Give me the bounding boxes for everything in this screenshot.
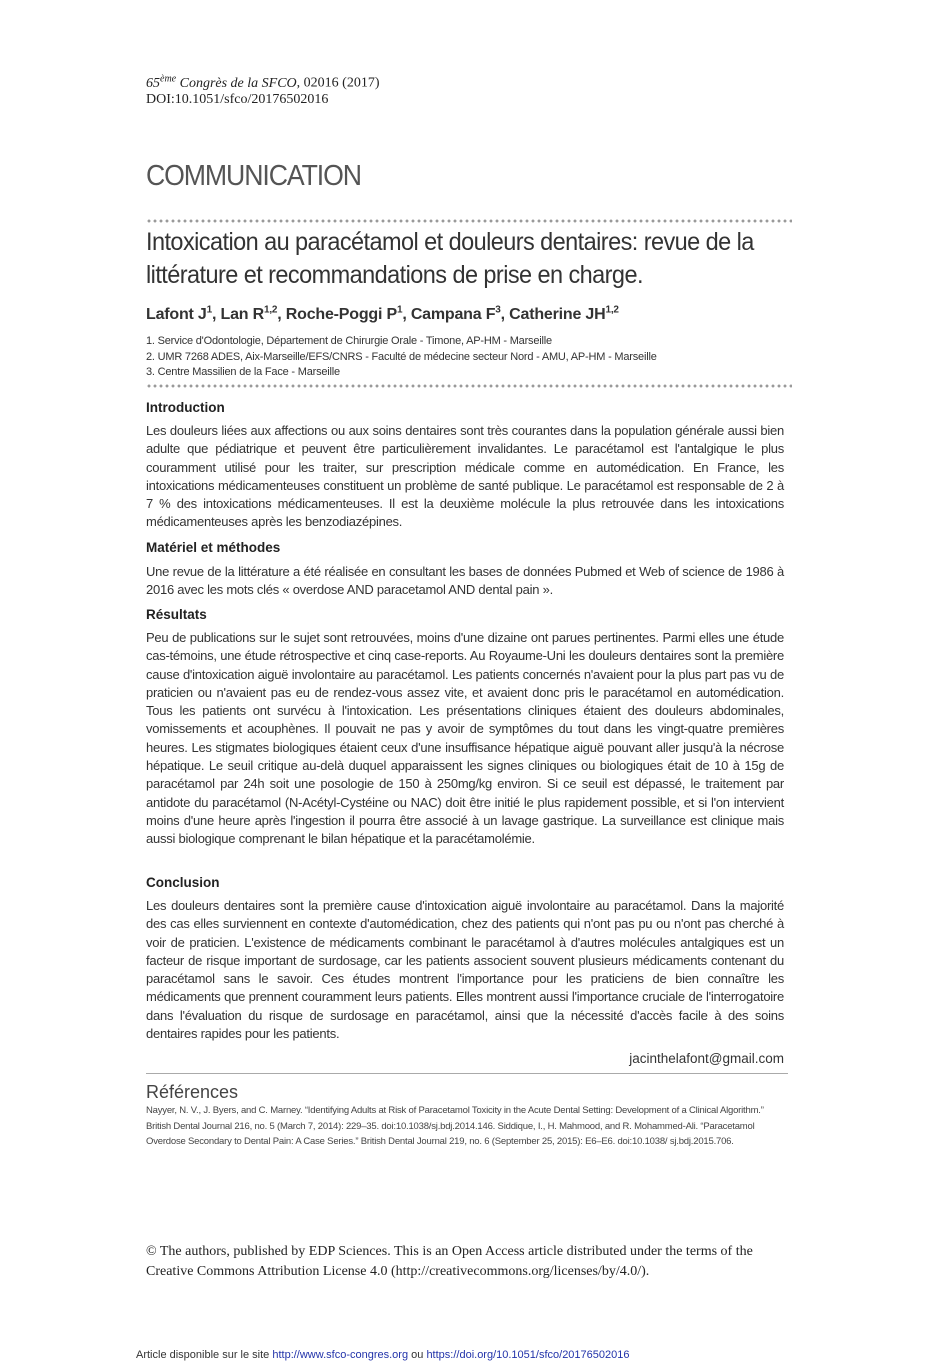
doi-line: DOI:10.1051/sfco/20176502016 [146, 92, 329, 107]
dotted-divider [146, 219, 792, 223]
conclusion-text: Les douleurs dentaires sont la première cause d'intoxication aiguë involontaire au paracétamol. Dans la majorité des cas elles surviennent en contexte d'automédication, chez des patients qui n'ont pas pu ou n'ont pas cherché à voir de praticien. L'existence de médicaments combinant le paracétamol à d'autres molécules antalgiques est un facteur de risque important de surdosage, car les patients associent souvent plusieurs médicaments contenant du paracétamol sans le savoir. Ces études montrent l'importance pour les praticiens de bien connaître les médicaments que prennent couramment leurs patients. Elles montrent aussi l'importance cruciale de l'interrogatoire dans l'évaluation du risque de surdosage en paracétamol, ainsi que la nécessité d'accès facile à des soins dentaires rapides pour les patients. [146, 898, 784, 1042]
references-heading: Références [146, 1082, 239, 1102]
doi-link[interactable]: https://doi.org/10.1051/sfco/20176502016 [426, 1349, 630, 1361]
author: Lafont $J^1$, [146, 305, 221, 324]
section-label: COMMUNICATION [146, 160, 361, 192]
methods-text: Une revue de la littérature a été réalisée en consultant les bases de données Pubmed et Web of science de 1986 à 2016 avec les mots clés « overdose AND paracetamol AND dental pain ». [146, 564, 784, 598]
author: Catherine JH$^{1,2}$ [509, 305, 619, 324]
results-heading: Résultats [146, 607, 207, 622]
congress-name: Congrès de la SFCO [176, 75, 297, 91]
results-text: Peu de publications sur le sujet sont retrouvées, moins d'une dizaine ont parues pertinentes. Parmi elles une étude cas-témoins, une étude rétrospective et cinq case-reports. Au Royaume-Uni les douleurs dentaires sont la première cause d'intoxication aiguë involontaire au paracétamol. Les patients concernés n'avaient pour la plus part pas vu de praticien ou n'avaient pas eu de rendez-vous assez vite, et avaient donc pris le paracétamol en automédication. Tous les patients ont survécu à l'intoxication. Les présentations cliniques étaient des douleurs abdominales, vomissements et acouphènes. Il pouvait ne pas y avoir de symptômes du tout dans les vingt-quatre premières heures. Les stigmates biologiques étaient ceux d'une insuffisance hépatique aiguë pouvant aller jusqu'à la nécrose hépatique. Le seuil critique au-delà duquel apparaissent les signes cliniques ou biologiques était de 10 à 15g de paracétamol par 24h soit une posologie de 150 à 250mg/kg environ. Si ce seuil est dépassé, le traitement par antidote du paracétamol (N-Acétyl-Cystéine ou NAC) doit être initié le plus rapidement possible, et si l'on intervient moins d'une heure après l'ingestion il pourra être associé à un lavage gastrique. La surveillance est clinique mais aussi biologique comprenant le bilan hépatique et la paracétamolémie. [146, 630, 784, 847]
introduction-heading: Introduction [146, 400, 225, 415]
edition-suffix: ème [160, 73, 177, 84]
license-notice: © The authors, published by EDP Sciences. This is an Open Access article distributed under the terms of the Creative Commons Attribution License 4.0 (http://creativecommons.org/licenses/by/4.0/). [146, 1244, 753, 1279]
author: Lan R$^{1,2}$, [220, 305, 286, 324]
references-text: Nayyer, N. V., J. Byers, and C. Marney. “Identifying Adults at Risk of Paracetamol Toxicity in the Acute Dental Setting: Development of a Clinical Algorithm.” British Dental Journal 216, no. 5 (March 7, 2014): 229–35. doi:10.1038/sj.bdj.2014.146. Siddique, I., H. Mahmood, and R. Mohammed-Ali. “Paracetamol Overdose Secondary to Dental Pain: A Case Series.” British Dental Journal 219, no. 6 (September 25, 2015): E6–E6. doi:10.1038/ sj.bdj.2015.706. [146, 1105, 764, 1147]
article-ref: , 02016 (2017) [296, 75, 380, 91]
affiliation: 2. UMR 7268 ADES, Aix-Marseille/EFS/CNRS - Faculté de médecine secteur Nord - AMU, AP-HM - Marseille [146, 350, 657, 363]
edition-number: 65 [146, 75, 160, 91]
author: Roche-Poggi $P^1$, [285, 305, 411, 324]
article-title: Intoxication au paracétamol et douleurs dentaires: revue de la littérature et recommandations de prise en charge. [146, 228, 754, 289]
contact-email[interactable]: jacinthelafont@gmail.com [629, 1051, 784, 1066]
affiliation-list [146, 334, 657, 381]
author-list [146, 305, 619, 324]
footer-middle: ou [408, 1349, 427, 1361]
introduction-text: Les douleurs liées aux affections ou aux soins dentaires sont très courantes dans la population générale aussi bien adulte que pédiatrique et peuvent être particulièrement invalidantes. Le paracétamol est l'antalgique le plus couramment utilisé pour les traiter, sur prescription médicale comme en automédication. En France, les intoxications médicamenteuses constituent un problème de santé publique. Le paracétamol est responsable de 2 à 7 % des intoxications médicamenteuses. Il est la deuxième molécule la plus retrouvée dans les intoxications médicamenteuses après les benzodiazépines. [146, 423, 784, 530]
horizontal-rule [146, 1073, 788, 1074]
footer-availability [136, 1349, 630, 1361]
site-link[interactable]: http://www.sfco-congres.org [272, 1349, 409, 1361]
author: Campana $F^3$, [410, 305, 510, 324]
methods-heading: Matériel et méthodes [146, 540, 281, 555]
journal-citation [146, 73, 380, 92]
footer-prefix: Article disponible sur le site [136, 1349, 273, 1361]
affiliation: 3. Centre Massilien de la Face - Marseille [146, 366, 340, 378]
conclusion-heading: Conclusion [146, 875, 220, 890]
dotted-divider [146, 384, 792, 388]
affiliation: 1. Service d'Odontologie, Département de Chirurgie Orale - Timone, AP-HM - Marseille [146, 335, 552, 347]
